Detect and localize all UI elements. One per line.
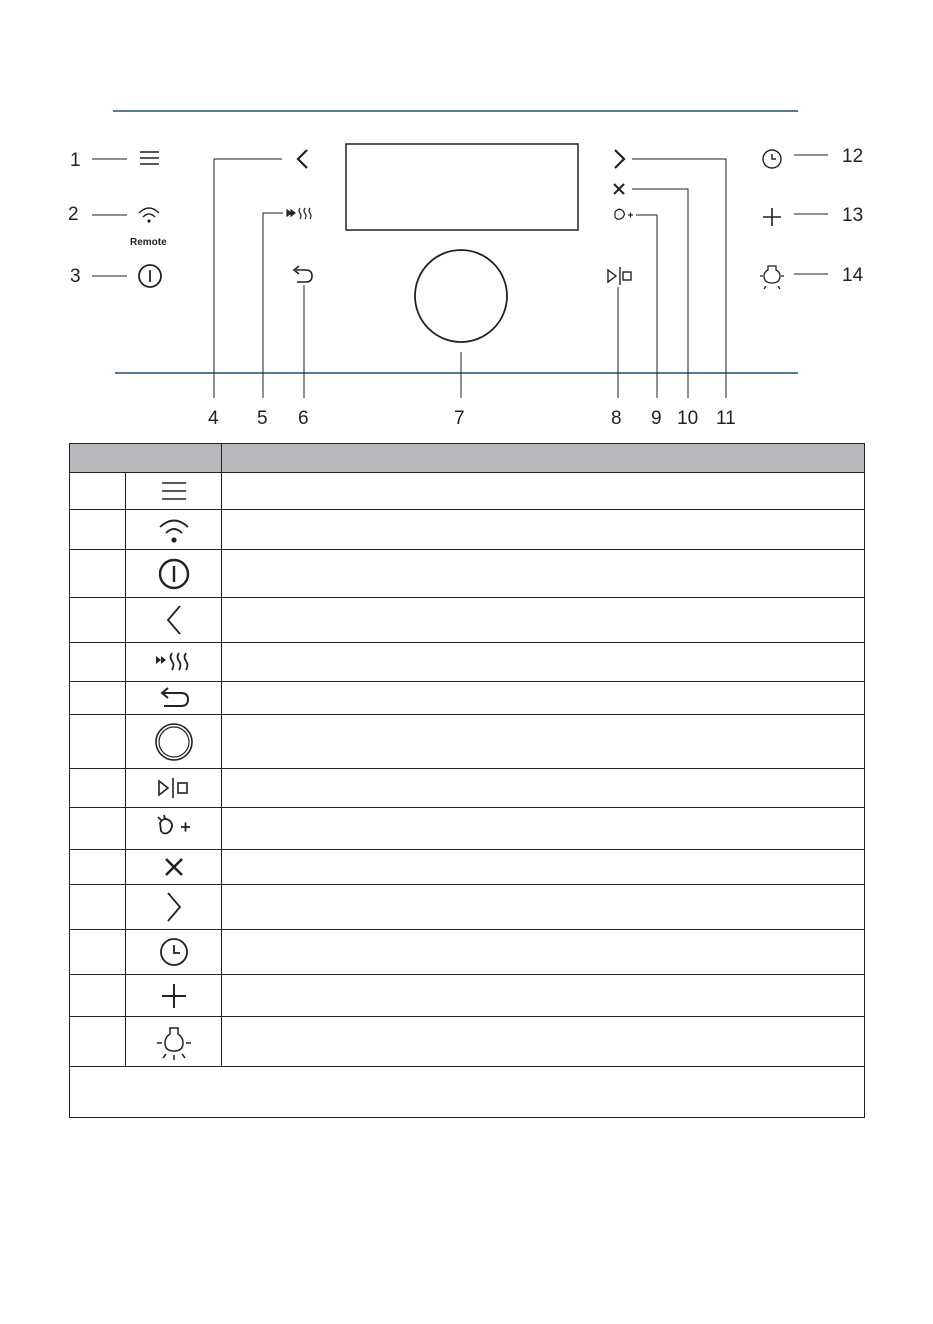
oven-light-icon xyxy=(154,1022,194,1062)
rapid-heat-icon xyxy=(154,649,194,675)
menu-icon xyxy=(159,478,189,504)
wifi-icon[interactable] xyxy=(139,208,159,223)
legend-note xyxy=(70,1067,865,1118)
back-arrow-icon[interactable] xyxy=(294,266,312,282)
table-row xyxy=(70,769,865,808)
row-symbol xyxy=(126,598,222,643)
row-description xyxy=(222,682,865,715)
table-row xyxy=(70,930,865,975)
row-description xyxy=(222,808,865,850)
callout-14: 14 xyxy=(842,265,864,286)
row-symbol xyxy=(126,715,222,769)
callout-7: 7 xyxy=(454,408,465,429)
callout-2: 2 xyxy=(68,204,79,225)
row-symbol xyxy=(126,850,222,885)
table-row xyxy=(70,643,865,682)
row-number xyxy=(70,930,126,975)
callout-13: 13 xyxy=(842,205,864,226)
row-number xyxy=(70,1017,126,1067)
wifi-icon xyxy=(157,515,191,545)
clock-icon xyxy=(157,935,191,969)
back-arrow-icon xyxy=(157,686,191,710)
row-description xyxy=(222,769,865,808)
legend-note-row xyxy=(70,1067,865,1118)
display-screen xyxy=(346,144,578,230)
table-row xyxy=(70,510,865,550)
row-symbol xyxy=(126,473,222,510)
row-description xyxy=(222,930,865,975)
rapid-heat-icon[interactable] xyxy=(287,208,311,219)
chevron-left-icon xyxy=(162,603,186,637)
table-row xyxy=(70,885,865,930)
callout-3: 3 xyxy=(70,266,81,287)
legend-header-description xyxy=(222,444,865,473)
power-icon[interactable] xyxy=(139,265,161,287)
table-row xyxy=(70,473,865,510)
row-description xyxy=(222,715,865,769)
row-number xyxy=(70,643,126,682)
callout-10: 10 xyxy=(677,408,699,429)
legend-header-symbol xyxy=(70,444,222,473)
row-description xyxy=(222,850,865,885)
row-symbol xyxy=(126,885,222,930)
row-symbol xyxy=(126,930,222,975)
callout-11: 11 xyxy=(716,408,736,429)
row-description xyxy=(222,1017,865,1067)
close-icon xyxy=(162,855,186,879)
steam-plus-icon xyxy=(154,813,194,845)
control-knob[interactable] xyxy=(415,250,507,342)
row-description xyxy=(222,550,865,598)
row-number xyxy=(70,769,126,808)
row-symbol xyxy=(126,975,222,1017)
row-symbol xyxy=(126,1017,222,1067)
row-symbol xyxy=(126,643,222,682)
oven-light-icon[interactable] xyxy=(760,266,784,289)
row-description xyxy=(222,510,865,550)
power-icon xyxy=(156,556,192,592)
callout-12: 12 xyxy=(842,146,864,167)
menu-icon[interactable] xyxy=(140,152,159,164)
control-knob-icon xyxy=(153,721,195,763)
table-row xyxy=(70,808,865,850)
callout-5: 5 xyxy=(257,408,268,429)
table-row xyxy=(70,850,865,885)
table-row xyxy=(70,682,865,715)
start-stop-icon xyxy=(156,776,192,800)
row-number xyxy=(70,598,126,643)
chevron-right-icon xyxy=(162,890,186,924)
row-symbol xyxy=(126,769,222,808)
clock-icon[interactable] xyxy=(763,150,781,168)
table-row xyxy=(70,975,865,1017)
steam-plus-icon[interactable] xyxy=(615,209,633,219)
table-row xyxy=(70,598,865,643)
remote-label: Remote xyxy=(130,237,167,248)
callout-9: 9 xyxy=(651,408,662,429)
control-panel-diagram xyxy=(0,0,933,430)
table-row xyxy=(70,1017,865,1067)
callout-6: 6 xyxy=(298,408,309,429)
row-number xyxy=(70,715,126,769)
table-row xyxy=(70,550,865,598)
row-symbol xyxy=(126,510,222,550)
row-number xyxy=(70,550,126,598)
chevron-left-icon[interactable] xyxy=(298,150,307,168)
callout-8: 8 xyxy=(611,408,622,429)
table-row xyxy=(70,715,865,769)
row-description xyxy=(222,975,865,1017)
callout-1: 1 xyxy=(70,150,81,171)
row-description xyxy=(222,598,865,643)
plus-icon[interactable] xyxy=(763,208,781,226)
row-symbol xyxy=(126,808,222,850)
legend-header-row xyxy=(70,444,865,473)
row-number xyxy=(70,850,126,885)
row-number xyxy=(70,808,126,850)
row-symbol xyxy=(126,550,222,598)
row-number xyxy=(70,473,126,510)
callout-4: 4 xyxy=(208,408,219,429)
row-number xyxy=(70,885,126,930)
close-icon[interactable] xyxy=(614,184,624,194)
chevron-right-icon[interactable] xyxy=(615,150,624,168)
row-number xyxy=(70,510,126,550)
legend-table xyxy=(69,443,865,1118)
row-symbol xyxy=(126,682,222,715)
start-stop-icon[interactable] xyxy=(608,267,631,285)
row-description xyxy=(222,473,865,510)
row-number xyxy=(70,682,126,715)
row-number xyxy=(70,975,126,1017)
plus-icon xyxy=(158,980,190,1012)
row-description xyxy=(222,643,865,682)
row-description xyxy=(222,885,865,930)
